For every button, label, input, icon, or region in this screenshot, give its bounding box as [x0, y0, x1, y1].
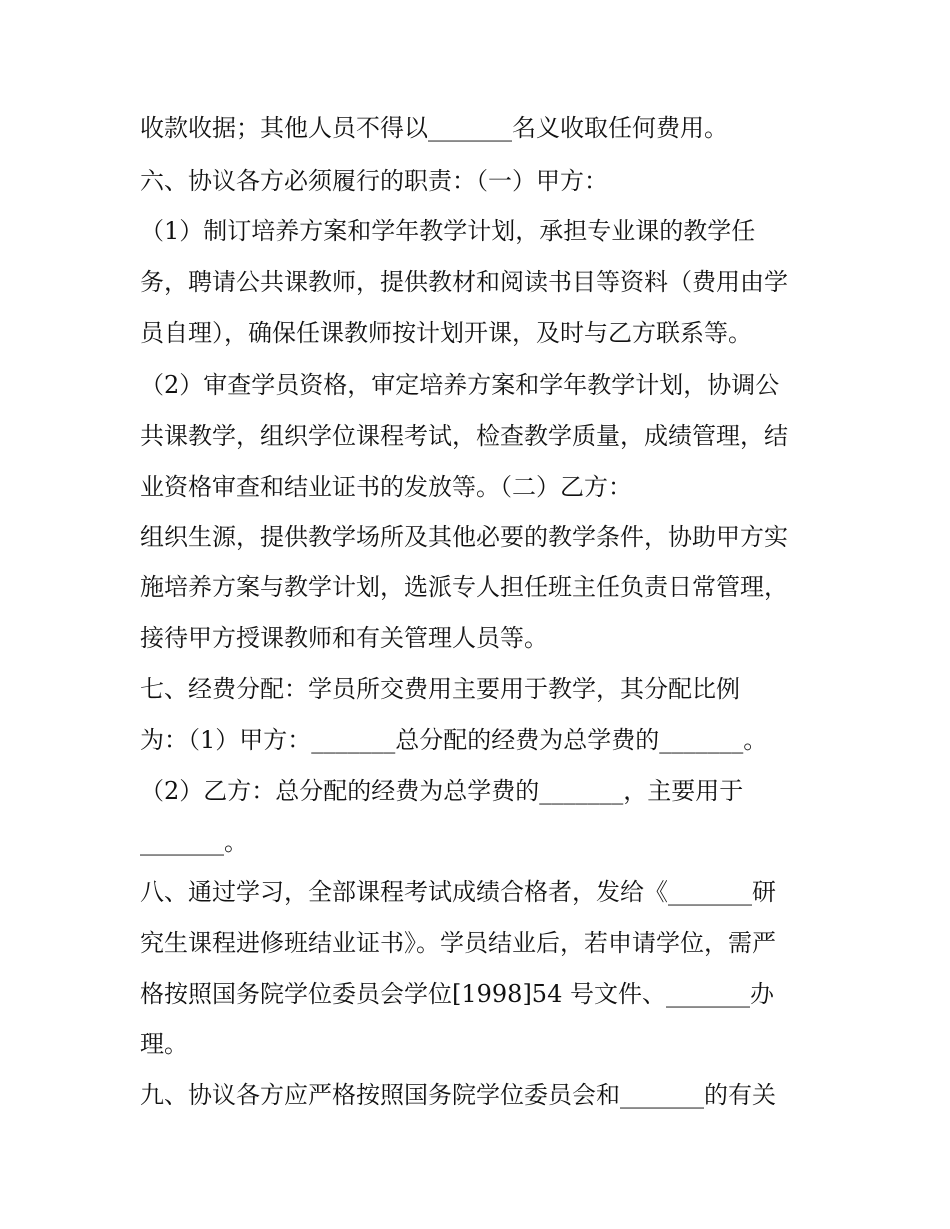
text-line: 七、经费分配：学员所交费用主要用于教学，其分配比例 [140, 675, 740, 703]
text-line: 理。 [140, 1030, 188, 1058]
text-line: 员自理），确保任课教师按计划开课，及时与乙方联系等。 [140, 319, 752, 347]
text-line: （2）乙方：总分配的经费为总学费的_______，主要用于 [140, 777, 744, 805]
text-line: 组织生源，提供教学场所及其他必要的教学条件，协助甲方实 [140, 523, 788, 551]
text-line: 业资格审查和结业证书的发放等。（二）乙方： [140, 473, 632, 501]
text-line: 格按照国务院学位委员会学位[1998]54 号文件、_______办 [140, 980, 774, 1008]
text-line: 为：（1）甲方：_______总分配的经费为总学费的_______。 [140, 726, 768, 754]
text-line: 施培养方案与教学计划，选派专人担任班主任负责日常管理， [140, 573, 788, 601]
text-line: _______。 [140, 828, 248, 856]
text-line: 究生课程进修班结业证书》。学员结业后，若申请学位，需严 [140, 929, 776, 957]
text-line: （1）制订培养方案和学年教学计划，承担专业课的教学任 [140, 217, 756, 245]
text-line: 八、通过学习，全部课程考试成绩合格者，发给《_______研 [140, 878, 776, 906]
text-line: 收款收据；其他人员不得以_______名义收取任何费用。 [140, 114, 728, 142]
text-line: 九、协议各方应严格按照国务院学位委员会和_______的有关 [140, 1081, 776, 1109]
text-line: 接待甲方授课教师和有关管理人员等。 [140, 624, 548, 652]
text-line: 务，聘请公共课教师，提供教材和阅读书目等资料（费用由学 [140, 268, 788, 296]
text-line: （2）审查学员资格，审定培养方案和学年教学计划，协调公 [140, 371, 780, 399]
text-line: 共课教学，组织学位课程考试，检查教学质量，成绩管理，结 [140, 422, 788, 450]
text-line: 六、协议各方必须履行的职责：（一）甲方： [140, 167, 608, 195]
